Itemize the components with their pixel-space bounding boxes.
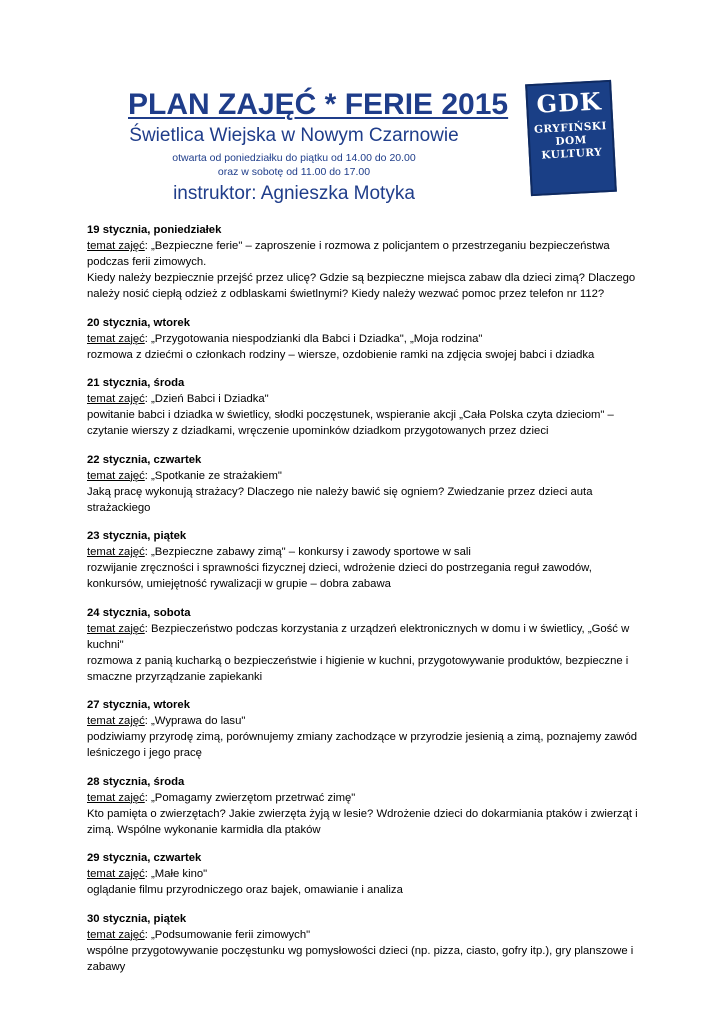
entry-date: 24 stycznia, sobota	[87, 606, 191, 619]
entry-date: 21 stycznia, środa	[87, 377, 185, 389]
entry-topic	[87, 790, 647, 806]
entry-date: 28 stycznia, środa	[87, 775, 185, 788]
entry-date: 30 stycznia, piątek	[87, 912, 187, 925]
topic-label: temat zajęć	[87, 546, 145, 558]
topic-label: temat zajęć	[87, 393, 145, 405]
topic-text: : „Przygotowania niespodzianki dla Babci i Dziadka", „Moja rodzina"	[144, 332, 483, 345]
topic-text: : „Bezpieczne zabawy zimą" – konkursy i zawody sportowe w sali	[144, 546, 471, 558]
entry-description: Kto pamięta o zwierzętach? Jakie zwierzęta żyją w lesie? Wdrożenie dzieci do dokarmiania ptaków i zwierząt i zimą. Wspólne wykonanie karmidła dla ptaków	[87, 807, 638, 836]
schedule-entry	[87, 774, 647, 838]
entry-date: 29 stycznia, czwartek	[87, 852, 202, 864]
entry-description: Jaką pracę wykonują strażacy? Dlaczego nie należy bawić się ogniem? Zwiedzanie przez dzieci auta strażackiego	[87, 485, 593, 514]
topic-label: temat zajęć	[87, 469, 145, 482]
schedule-entry	[87, 452, 647, 516]
topic-text: : „Dzień Babci i Dziadka"	[144, 393, 269, 405]
entry-topic	[87, 866, 647, 882]
opening-hours-weekdays: otwarta od poniedziałku do piątku od 14.00 do 20.00	[172, 152, 416, 164]
topic-text: : „Bezpieczne ferie" – zaproszenie i rozmowa z policjantem o przestrzeganiu bezpieczeństwa podczas ferii zimowych.	[87, 240, 610, 268]
entry-topic	[87, 391, 647, 407]
topic-text: : „Spotkanie ze strażakiem"	[144, 469, 282, 482]
schedule-entry	[87, 315, 647, 363]
entry-description: podziwiamy przyrodę zimą, porównujemy zmiany zachodzące w przyrodzie jesienią a zimą, poznajemy zawód leśniczego i jego pracę	[87, 731, 638, 759]
topic-label: temat zajęć	[87, 928, 145, 941]
topic-label: temat zajęć	[87, 332, 145, 345]
logo-line-1: GRYFIŃSKI	[533, 120, 608, 136]
entry-description: rozwijanie zręczności i sprawności fizycznej dzieci, wdrożenie dzieci do postrzegania reguł zawodów, konkursów, umiejętność rywalizacji w grupie – dobra zabawa	[87, 562, 592, 590]
schedule-entry	[87, 850, 647, 898]
entry-topic	[87, 544, 647, 560]
entry-topic	[87, 331, 647, 347]
topic-label: temat zajęć	[87, 791, 145, 804]
entry-description: wspólne przygotowywanie poczęstunku wg pomysłowości dzieci (np. pizza, ciasto, gofry itp.), gry planszowe i zabawy	[87, 944, 634, 973]
topic-text: : „Pomagamy zwierzętom przetrwać zimę"	[144, 791, 356, 804]
entry-topic	[87, 468, 647, 484]
schedule-entry	[87, 222, 647, 302]
entry-description: Kiedy należy bezpiecznie przejść przez ulicę? Gdzie są bezpieczne miejsca zabaw dla dzieci zimą? Dlaczego należy nosić ciepłą odzież z odblaskami świetlnymi? Kiedy należy wezwać pomoc przez telefon nr 112?	[87, 272, 636, 300]
logo-line-3: KULTURY	[541, 146, 603, 162]
schedule	[87, 222, 647, 987]
schedule-entry	[87, 528, 647, 592]
page-subtitle: Świetlica Wiejska w Nowym Czarnowie	[129, 125, 459, 146]
entry-date: 19 stycznia, poniedziałek	[87, 224, 222, 236]
entry-date: 22 stycznia, czwartek	[87, 453, 202, 466]
topic-text: : Bezpieczeństwo podczas korzystania z urządzeń elektronicznych w domu i w świetlicy, „Gość w kuchni"	[87, 622, 630, 651]
opening-hours-saturday: oraz w sobotę od 11.00 do 17.00	[217, 166, 371, 178]
logo-abbr: GDK	[535, 86, 603, 119]
instructor-name: instruktor: Agnieszka Motyka	[173, 183, 415, 204]
schedule-entry	[87, 911, 647, 975]
entry-description: oglądanie filmu przyrodniczego oraz bajek, omawianie i analiza	[87, 884, 403, 896]
gdk-logo	[525, 80, 617, 196]
topic-label: temat zajęć	[87, 622, 145, 635]
entry-description: rozmowa z panią kucharką o bezpieczeństwie i higienie w kuchni, przygotowywanie produktów, bezpieczne i smaczne przyrządzanie zapiekanki	[87, 654, 629, 683]
entry-date: 27 stycznia, wtorek	[87, 699, 190, 711]
topic-text: : „Małe kino"	[144, 868, 208, 880]
entry-description: powitanie babci i dziadka w świetlicy, słodki poczęstunek, wspieranie akcji „Cała Polska czyta dzieciom" – czytanie wierszy z dziadkami, wręczenie upominków dziadkom przygotowanych przez dzieci	[87, 409, 614, 437]
topic-label: temat zajęć	[87, 715, 145, 727]
schedule-entry	[87, 697, 647, 761]
logo-line-2: DOM	[555, 134, 588, 148]
entry-topic	[87, 238, 647, 270]
entry-topic	[87, 927, 647, 943]
entry-description: rozmowa z dziećmi o członkach rodziny – wiersze, ozdobienie ramki na zdjęcia swojej babci i dziadka	[87, 348, 595, 361]
entry-topic	[87, 713, 647, 729]
schedule-entry	[87, 375, 647, 439]
entry-date: 23 stycznia, piątek	[87, 530, 187, 542]
page-title: PLAN ZAJĘĆ * FERIE 2015	[128, 88, 509, 121]
entry-topic	[87, 621, 647, 653]
topic-label: temat zajęć	[87, 868, 145, 880]
topic-label: temat zajęć	[87, 240, 145, 252]
schedule-entry	[87, 605, 647, 685]
entry-date: 20 stycznia, wtorek	[87, 316, 190, 329]
topic-text: : „Podsumowanie ferii zimowych"	[144, 928, 311, 941]
topic-text: : „Wyprawa do lasu"	[144, 715, 246, 727]
